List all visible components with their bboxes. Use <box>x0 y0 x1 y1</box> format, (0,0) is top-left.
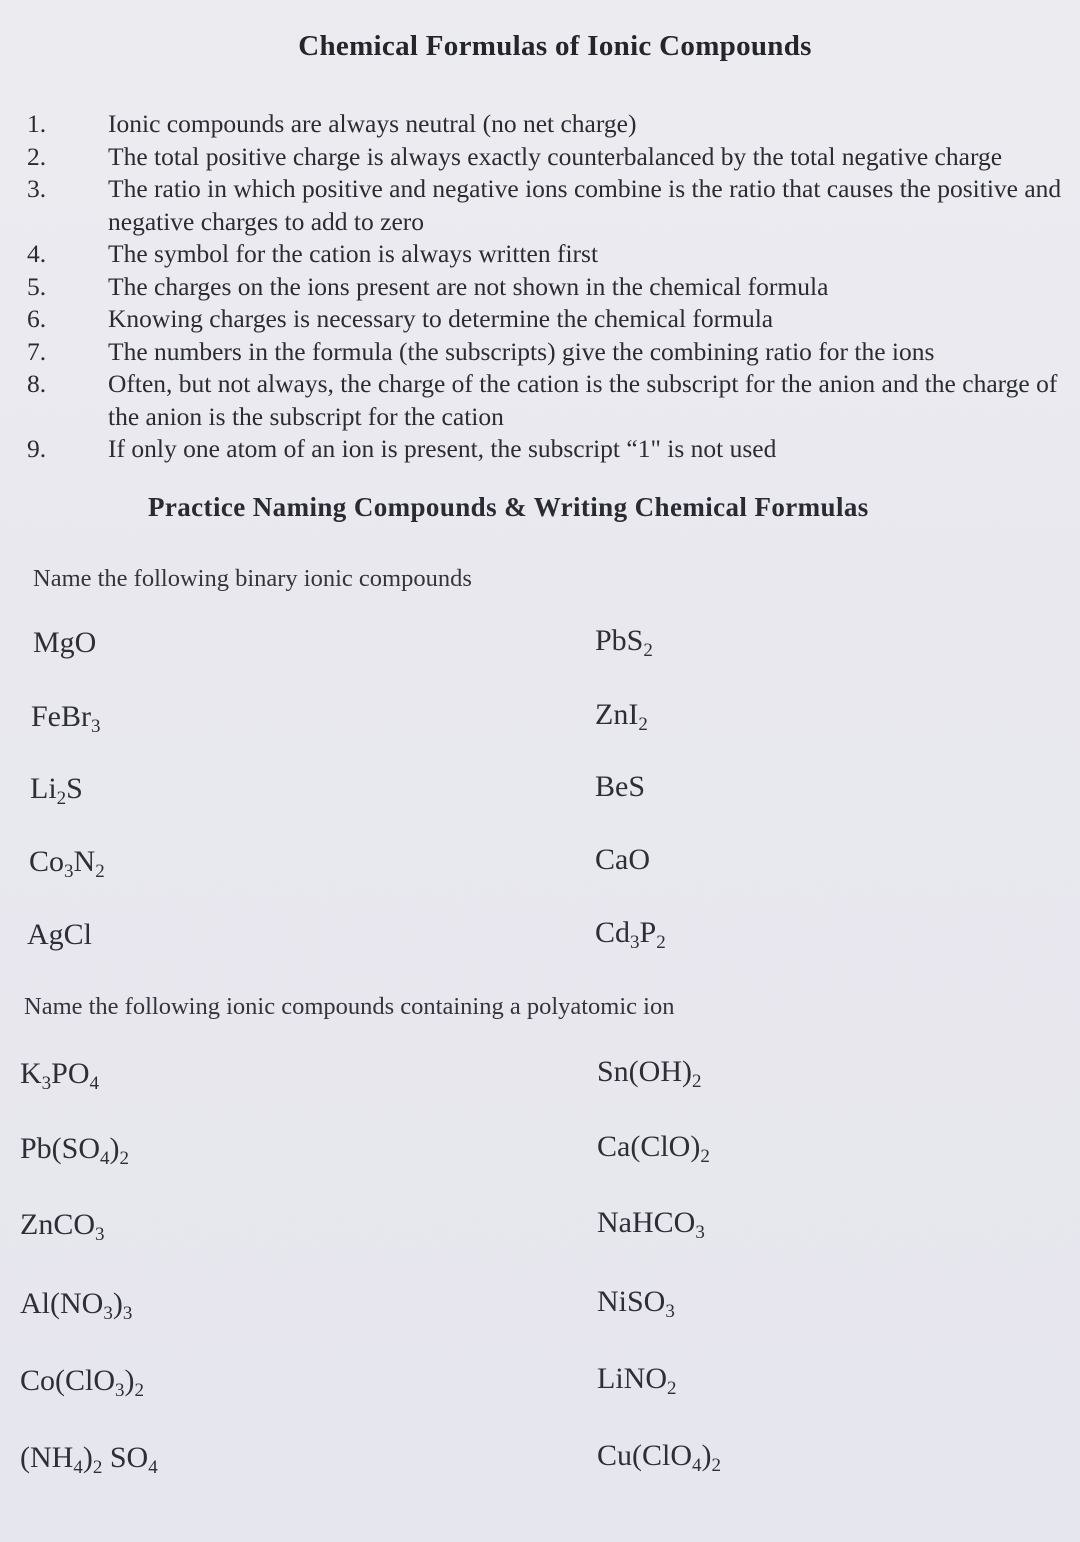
rule-item <box>0 433 1080 466</box>
polyatomic-compound: $Co(ClO_3)_2$ <box>20 1364 145 1401</box>
rule-text: The total positive charge is always exactly counterbalanced by the total negative charge <box>108 141 1003 171</box>
rule-number: 5. <box>27 271 47 301</box>
rule-item <box>0 271 1080 304</box>
polyatomic-compound: $Al(NO_3)_3$ <box>20 1287 133 1324</box>
rule-number: 7. <box>27 336 47 366</box>
rule-item <box>0 238 1080 271</box>
polyatomic-compound: NaHCO$_3$ <box>597 1206 705 1243</box>
rule-item <box>0 336 1080 369</box>
binary-instruction: Name the following binary ionic compounds <box>33 565 472 592</box>
rule-text: Knowing charges is necessary to determine the chemical formula <box>108 304 774 333</box>
practice-title: Practice Naming Compounds & Writing Chemical Formulas <box>148 492 869 522</box>
rule-item <box>0 108 1080 141</box>
polyatomic-compound: $Ca(ClO)_2$ <box>597 1130 710 1167</box>
binary-compound: $Li_2S$ <box>30 772 83 809</box>
rule-text: The ratio in which positive and negative ions combine is the ratio that causes the positive and negative charges to add to zero <box>108 174 1062 236</box>
binary-compound: ZnI$_2$ <box>595 698 648 735</box>
polyatomic-instruction: Name the following ionic compounds containing a polyatomic ion <box>24 993 675 1020</box>
polyatomic-compound: $K_3PO_4$ <box>20 1057 100 1094</box>
rule-number: 4. <box>27 239 47 268</box>
rule-number: 2. <box>27 141 47 171</box>
polyatomic-compound: ZnCO$_3$ <box>20 1208 105 1245</box>
rule-number: 9. <box>27 434 47 463</box>
binary-compound: MgO <box>33 626 97 659</box>
rule-text: The symbol for the cation is always written first <box>108 239 599 268</box>
rule-item <box>0 141 1080 174</box>
binary-compound: AgCl <box>27 918 93 951</box>
rules-list <box>0 108 1080 466</box>
rule-item <box>0 173 1080 238</box>
rule-number: 3. <box>27 174 47 203</box>
rule-number: 8. <box>27 369 47 398</box>
binary-compound: $Cd_3P_2$ <box>595 916 666 953</box>
polyatomic-compound: $Pb(SO_4)_2$ <box>20 1132 130 1169</box>
rule-text: Often, but not always, the charge of the cation is the subscript for the anion and the charge of the anion is the subscript for the cation <box>108 369 1058 431</box>
rule-text: Ionic compounds are always neutral (no net charge) <box>108 109 637 138</box>
rule-text: If only one atom of an ion is present, the subscript “1" is not used <box>108 434 777 463</box>
binary-compound: $Co_3N_2$ <box>29 845 105 882</box>
rule-text: The charges on the ions present are not shown in the chemical formula <box>108 271 829 301</box>
rule-text: The numbers in the formula (the subscripts) give the combining ratio for the ions <box>108 336 935 366</box>
polyatomic-compound: $(NH_4)_2$ $SO_4$ <box>20 1441 158 1478</box>
polyatomic-compound: $Cu(ClO_4)_2$ <box>597 1439 722 1476</box>
binary-compound: BeS <box>595 770 646 803</box>
binary-compound: FeBr$_3$ <box>31 700 101 737</box>
rule-number: 1. <box>27 109 47 138</box>
polyatomic-compound: $Sn(OH)_2$ <box>597 1055 702 1092</box>
polyatomic-compound: NiSO$_3$ <box>597 1285 675 1322</box>
rule-number: 6. <box>27 304 47 333</box>
polyatomic-compound: LiNO$_2$ <box>597 1362 677 1399</box>
rule-item <box>0 368 1080 433</box>
rule-item <box>0 303 1080 336</box>
worksheet-title: Chemical Formulas of Ionic Compounds <box>298 30 812 62</box>
binary-compound: PbS$_2$ <box>595 624 653 661</box>
binary-compound: CaO <box>595 843 650 876</box>
